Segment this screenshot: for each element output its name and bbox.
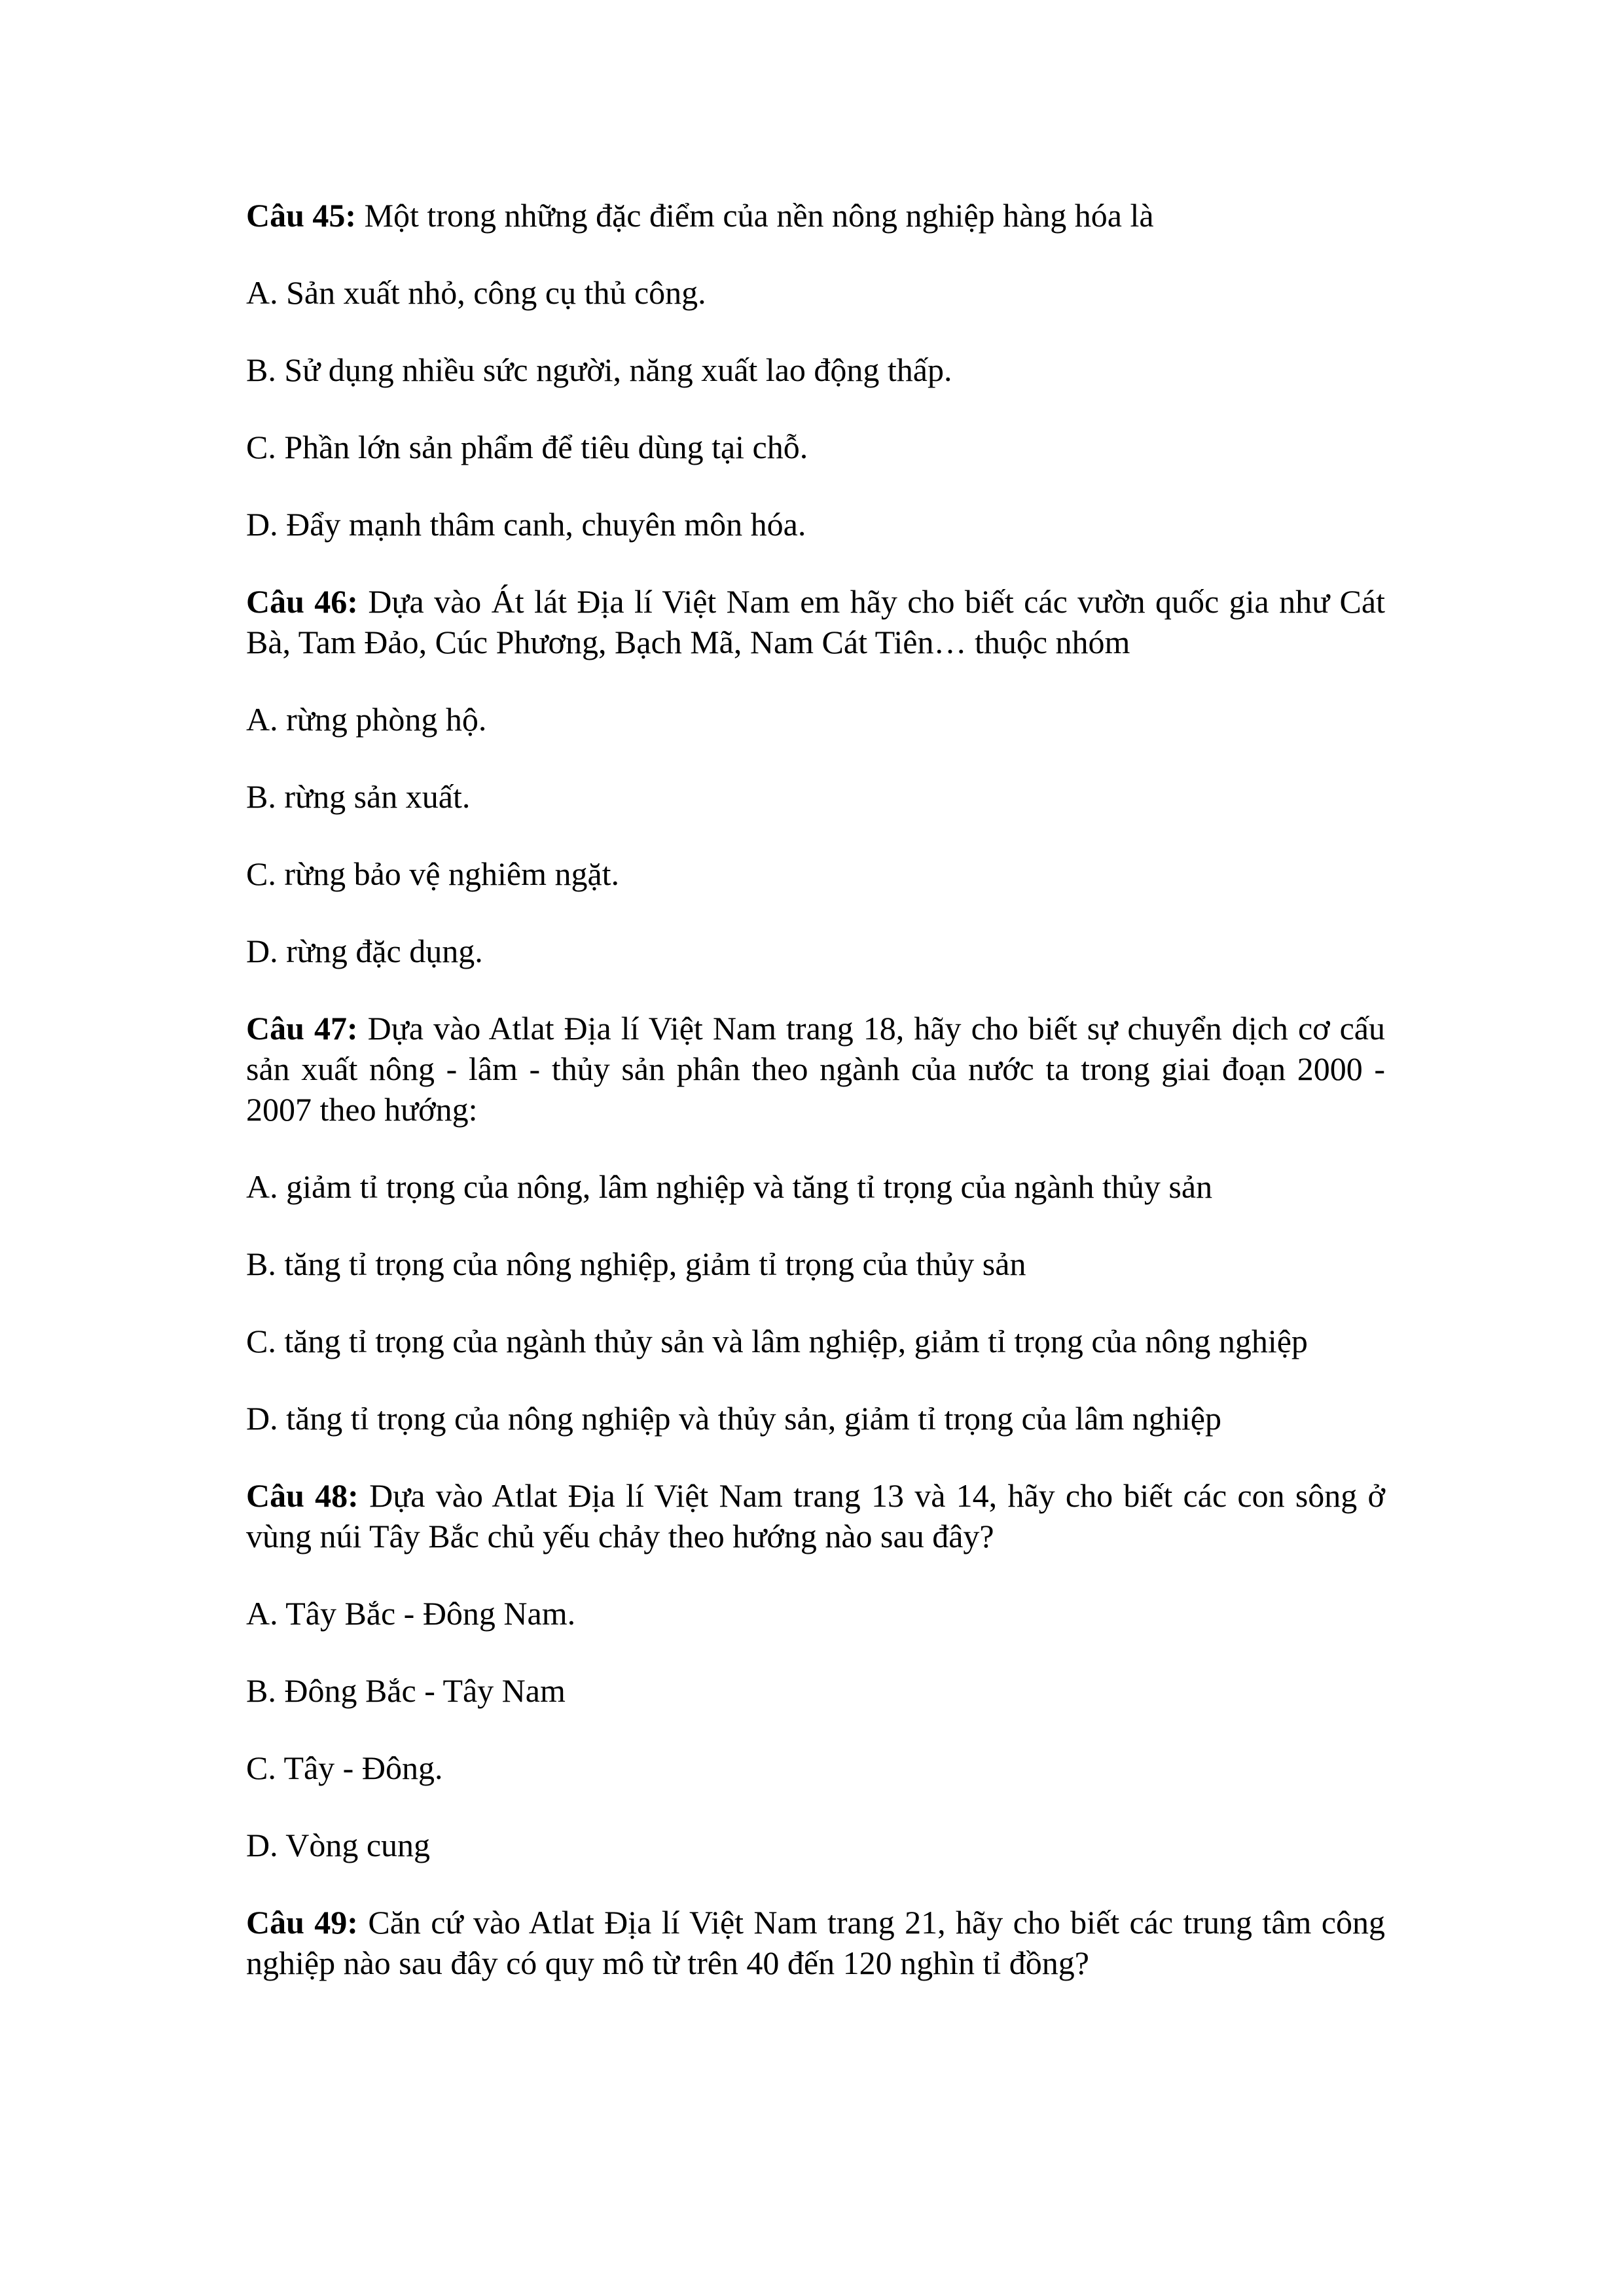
question-46: [246, 581, 1385, 662]
question-46-text: Dựa vào Át lát Địa lí Việt Nam em hãy cho biết các vườn quốc gia như Cát Bà, Tam Đảo, Cúc Phương, Bạch Mã, Nam Cát Tiên… thuộc nhóm: [246, 583, 1385, 660]
question-46-option-a: A. rừng phòng hộ.: [246, 701, 487, 738]
question-48: [246, 1475, 1385, 1556]
question-47-option-d: D. tăng tỉ trọng của nông nghiệp và thủy sản, giảm tỉ trọng của lâm nghiệp: [246, 1400, 1221, 1437]
question-48-option-d: D. Vòng cung: [246, 1827, 431, 1863]
question-45: [246, 195, 1385, 236]
question-49-text: Căn cứ vào Atlat Địa lí Việt Nam trang 21, hãy cho biết các trung tâm công nghiệp nào sau đây có quy mô từ trên 40 đến 120 nghìn tỉ đồng?: [246, 1904, 1385, 1981]
question-48-option-c: C. Tây - Đông.: [246, 1749, 443, 1786]
question-46-option-c: C. rừng bảo vệ nghiêm ngặt.: [246, 855, 620, 892]
question-47-text: Dựa vào Atlat Địa lí Việt Nam trang 18, hãy cho biết sự chuyển dịch cơ cấu sản xuất nông - lâm - thủy sản phân theo ngành của nước ta trong giai đoạn 2000 - 2007 theo hướng:: [246, 1010, 1385, 1128]
question-45-option-a: A. Sản xuất nhỏ, công cụ thủ công.: [246, 274, 706, 311]
question-45-option-d: D. Đẩy mạnh thâm canh, chuyên môn hóa.: [246, 506, 806, 543]
question-47-option-b: B. tăng tỉ trọng của nông nghiệp, giảm tỉ trọng của thủy sản: [246, 1246, 1026, 1282]
question-45-option-b: B. Sử dụng nhiều sức người, năng xuất lao động thấp.: [246, 351, 952, 388]
question-46-option-b: B. rừng sản xuất.: [246, 778, 471, 815]
question-48-text: Dựa vào Atlat Địa lí Việt Nam trang 13 và 14, hãy cho biết các con sông ở vùng núi Tây Bắc chủ yếu chảy theo hướng nào sau đây?: [246, 1477, 1385, 1554]
question-45-label: Câu 45:: [246, 197, 357, 234]
question-46-label: Câu 46:: [246, 583, 358, 620]
question-48-label: Câu 48:: [246, 1477, 359, 1514]
question-47: [246, 1008, 1385, 1130]
question-49: [246, 1902, 1385, 1983]
question-45-text: Một trong những đặc điểm của nền nông nghiệp hàng hóa là: [356, 197, 1154, 234]
question-48-option-b: B. Đông Bắc - Tây Nam: [246, 1672, 566, 1709]
question-47-option-c: C. tăng tỉ trọng của ngành thủy sản và lâm nghiệp, giảm tỉ trọng của nông nghiệp: [246, 1323, 1308, 1359]
question-46-option-d: D. rừng đặc dụng.: [246, 933, 483, 969]
document-content: [246, 195, 1385, 2020]
question-49-label: Câu 49:: [246, 1904, 358, 1941]
question-47-label: Câu 47:: [246, 1010, 358, 1047]
question-45-option-c: C. Phần lớn sản phẩm để tiêu dùng tại chỗ.: [246, 429, 808, 465]
question-48-option-a: A. Tây Bắc - Đông Nam.: [246, 1595, 576, 1632]
question-47-option-a: A. giảm tỉ trọng của nông, lâm nghiệp và tăng tỉ trọng của ngành thủy sản: [246, 1168, 1213, 1205]
